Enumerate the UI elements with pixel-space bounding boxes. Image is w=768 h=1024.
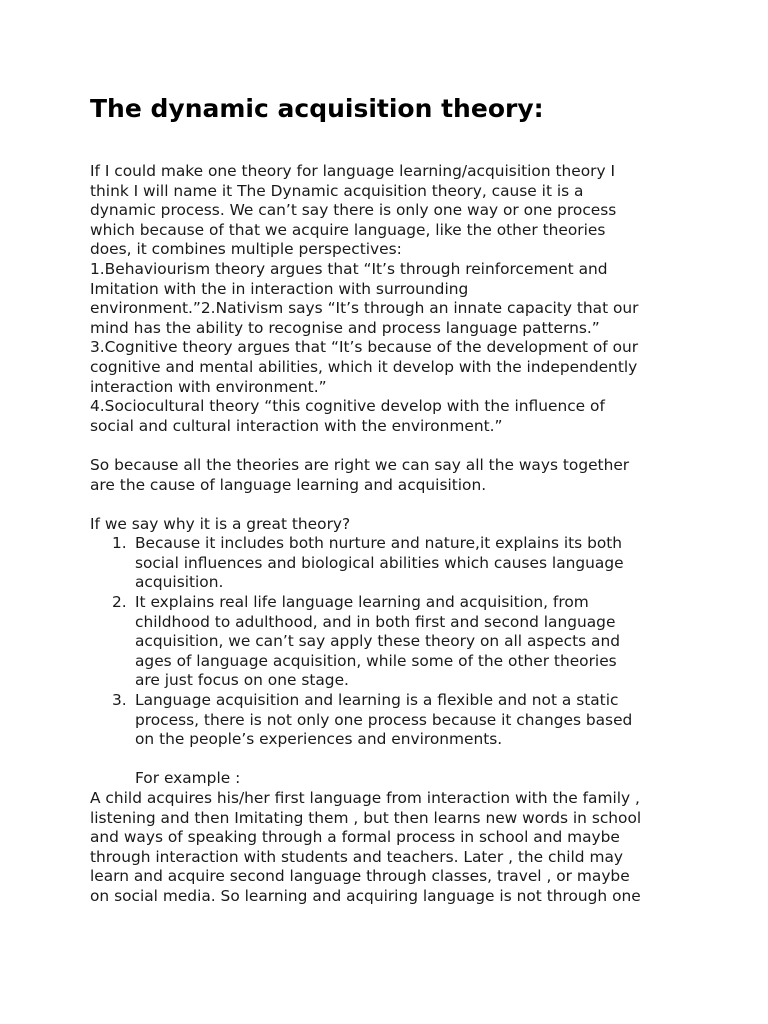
text-line: on social media. So learning and acquiring language is not through one — [90, 886, 641, 905]
text-line: does, it combines multiple perspectives: — [90, 240, 402, 259]
list-item-text: It explains real life language learning and acquisition, from — [135, 593, 589, 612]
question-line: If we say why it is a great theory? — [90, 514, 351, 533]
list-item — [90, 593, 690, 691]
list-item-number: 2. — [112, 593, 127, 612]
list-item-line: on the people’s experiences and environments. — [135, 730, 503, 749]
example-heading: For example : — [135, 769, 241, 788]
text-line: listening and then Imitating them , but then learns new words in school — [90, 808, 642, 827]
list-item-line — [90, 593, 690, 613]
document-title: The dynamic acquisition theory: — [90, 94, 544, 123]
list-item-number: 1. — [112, 534, 127, 553]
text-line: 4.Sociocultural theory “this cognitive develop with the influence of — [90, 397, 605, 416]
example-paragraph — [90, 789, 690, 907]
paragraph-spacer — [90, 495, 690, 515]
document-body — [90, 162, 690, 907]
paragraph-spacer — [90, 436, 690, 456]
list-item-line: are just focus on one stage. — [135, 671, 349, 690]
list-item-number: 3. — [112, 691, 127, 710]
list-item — [90, 534, 690, 593]
text-line: 3.Cognitive theory argues that “It’s because of the development of our — [90, 338, 639, 357]
text-line: interaction with environment.” — [90, 377, 327, 396]
list-item-line: process, there is not only one process because it changes based — [135, 710, 633, 729]
text-line: are the cause of language learning and acquisition. — [90, 475, 487, 494]
text-line: dynamic process. We can’t say there is only one way or one process — [90, 201, 617, 220]
text-line: 1.Behaviourism theory argues that “It’s through reinforcement and — [90, 259, 608, 278]
intro-paragraph — [90, 162, 690, 436]
text-line: learn and acquire second language through classes, travel , or maybe — [90, 867, 630, 886]
list-item-line: acquisition. — [135, 573, 224, 592]
text-line: which because of that we acquire language, like the other theories — [90, 220, 606, 239]
text-line: A child acquires his/her first language from interaction with the family , — [90, 789, 640, 807]
list-item-line — [90, 534, 690, 554]
text-line: mind has the ability to recognise and process language patterns.” — [90, 318, 600, 337]
text-line: social and cultural interaction with the environment.” — [90, 416, 503, 435]
paragraph-spacer — [90, 750, 690, 770]
reasons-list — [90, 534, 690, 750]
conclusion-paragraph — [90, 456, 690, 495]
list-item-line: social influences and biological abilities which causes language — [135, 553, 624, 572]
text-line: environment.”2.Nativism says “It’s through an innate capacity that our — [90, 299, 639, 318]
list-item-line: childhood to adulthood, and in both first and second language — [135, 612, 616, 631]
list-item-text: Because it includes both nurture and nature,it explains its both — [135, 534, 623, 553]
text-line: think I will name it The Dynamic acquisition theory, cause it is a — [90, 181, 584, 200]
text-line: So because all the theories are right we can say all the ways together — [90, 455, 630, 474]
list-item-text: Language acquisition and learning is a flexible and not a static — [135, 691, 619, 710]
text-line: cognitive and mental abilities, which it develop with the independently — [90, 357, 638, 376]
list-item-line — [90, 691, 690, 711]
text-line: and ways of speaking through a formal process in school and maybe — [90, 828, 620, 847]
text-line: Imitation with the in interaction with surrounding — [90, 279, 469, 298]
text-line: through interaction with students and teachers. Later , the child may — [90, 847, 624, 866]
list-item-line: acquisition, we can’t say apply these theory on all aspects and — [135, 632, 620, 651]
text-line: If I could make one theory for language learning/acquisition theory I — [90, 162, 616, 180]
list-item — [90, 691, 690, 750]
list-item-line: ages of language acquisition, while some of the other theories — [135, 651, 617, 670]
